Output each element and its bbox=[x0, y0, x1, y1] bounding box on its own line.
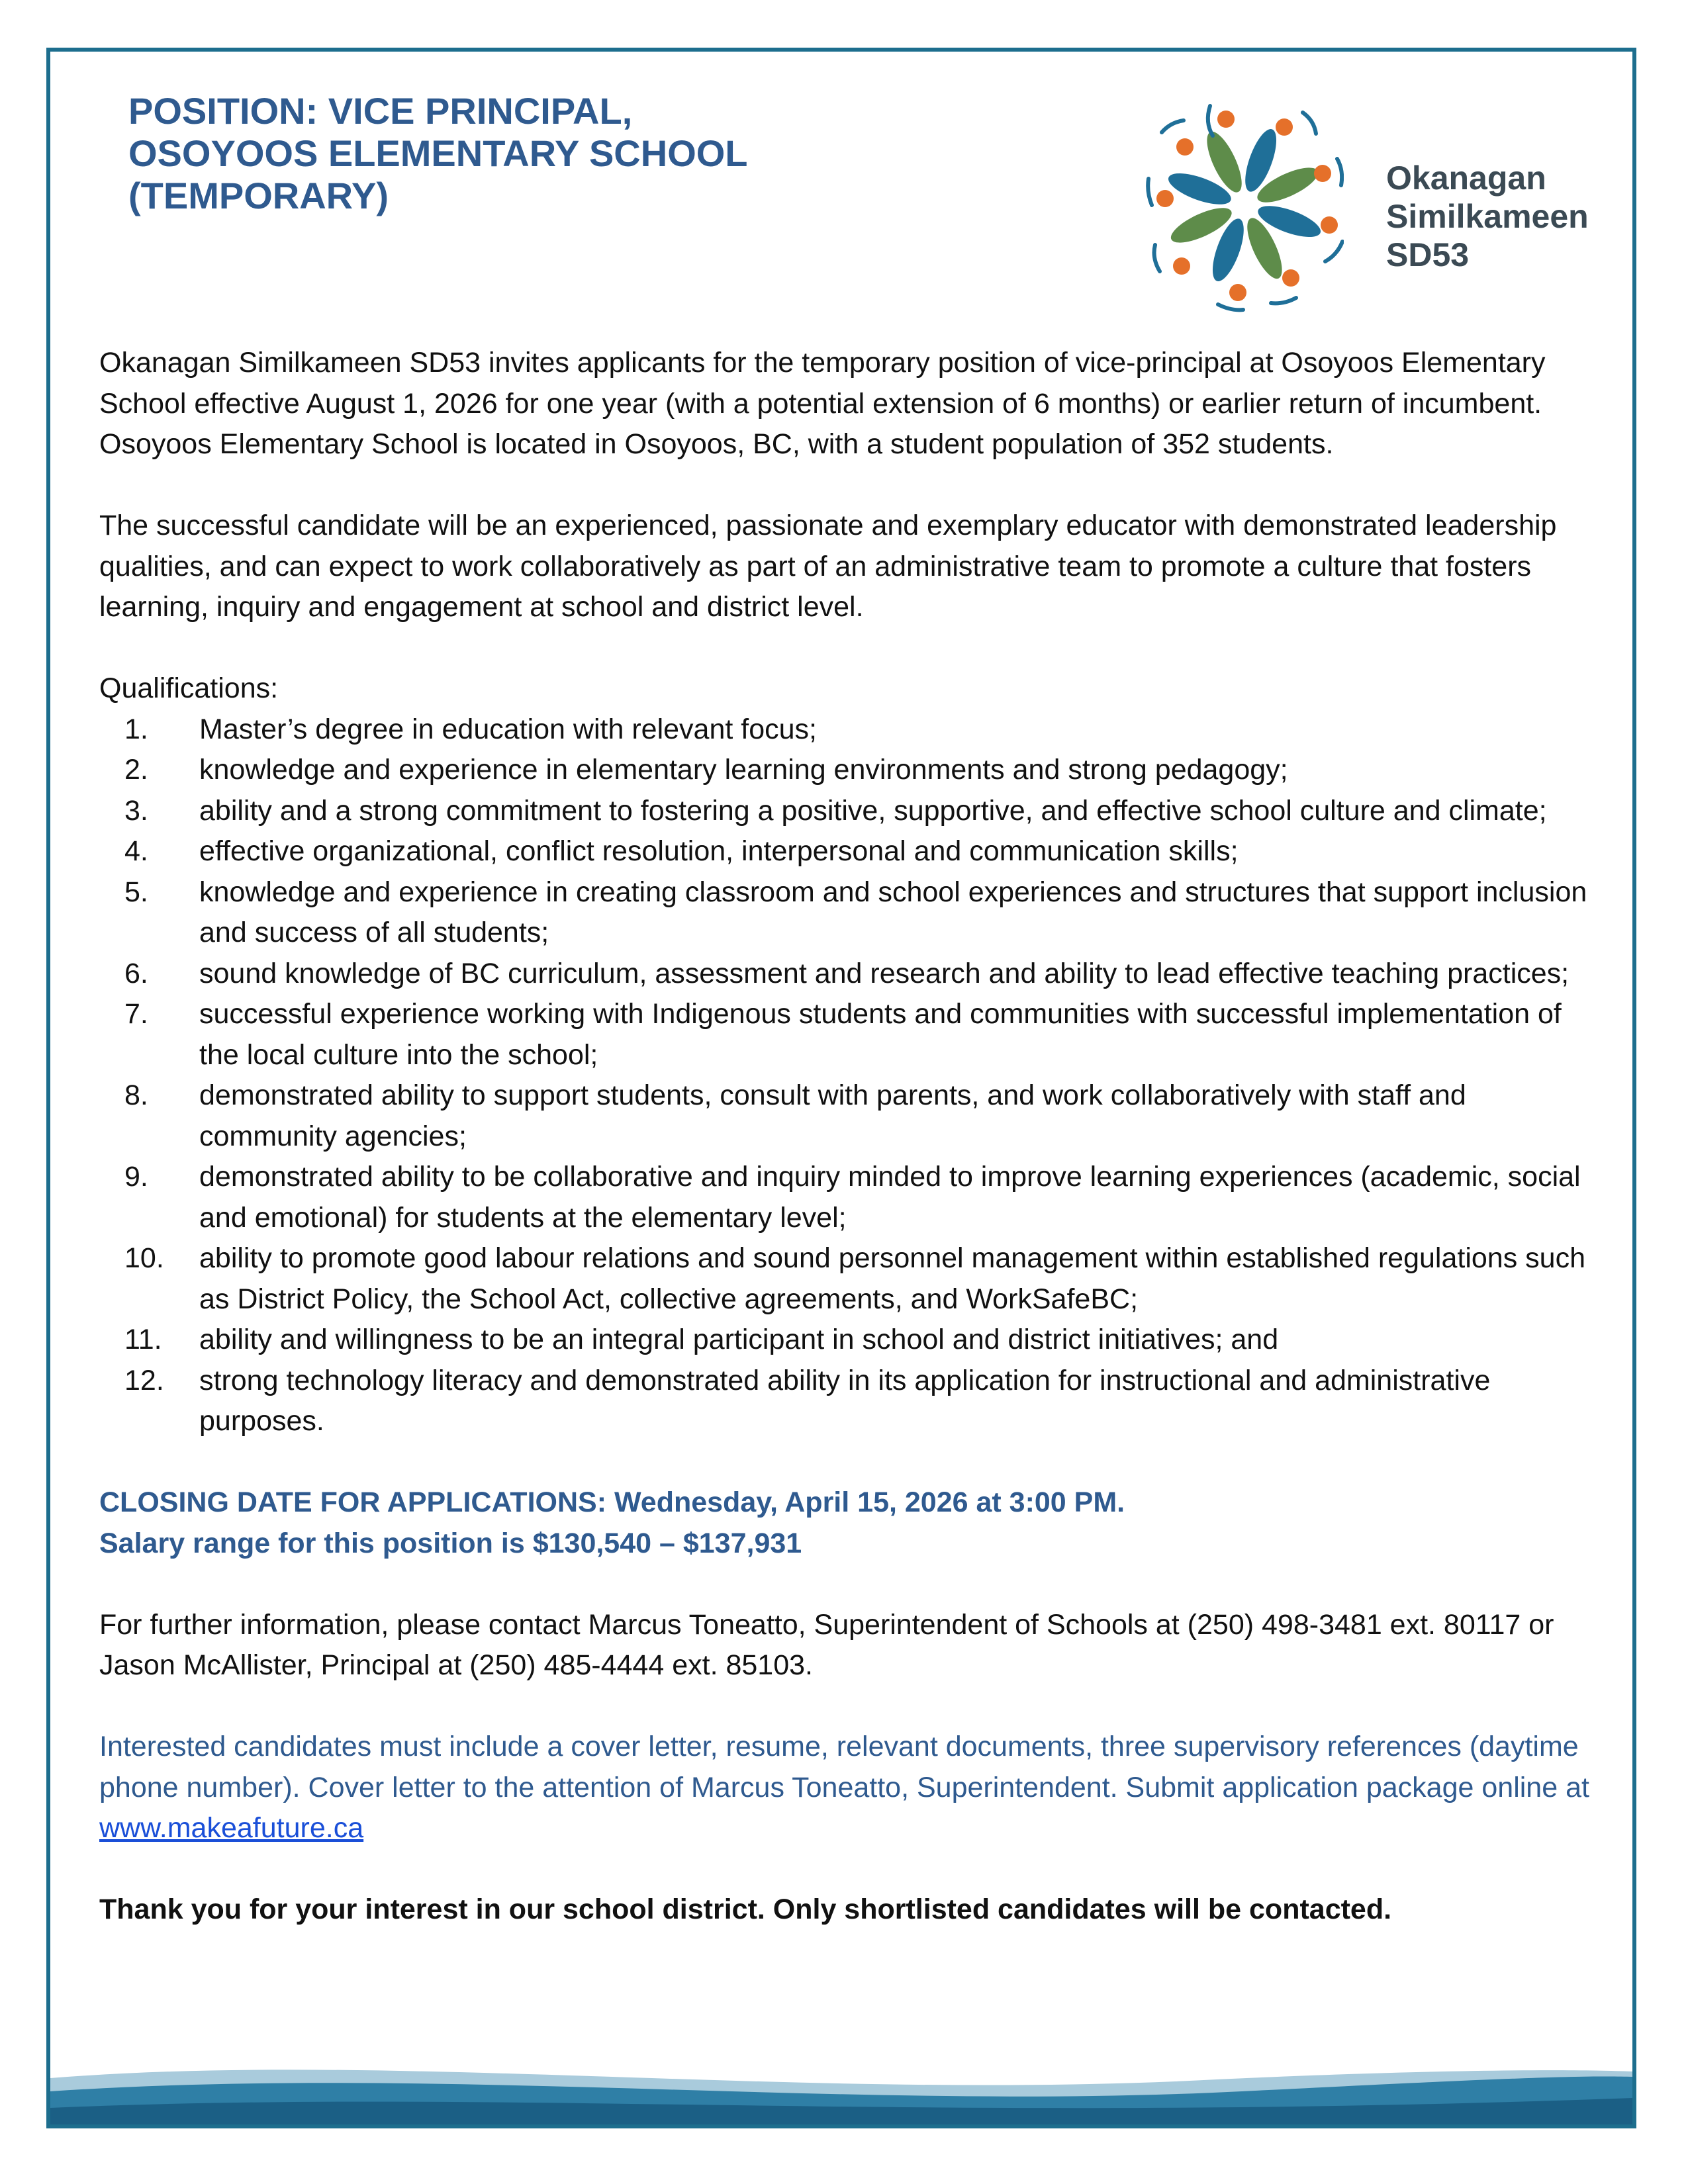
list-item: 3. ability and a strong commitment to fostering a positive, supportive, and effective school culture and climate; bbox=[124, 794, 1547, 827]
list-item: 7. successful experience working with Indigenous students and communities with successful implementation of the local culture into the school; bbox=[124, 998, 1562, 1071]
district-logo-flower-icon bbox=[1145, 96, 1344, 314]
title-line-2: OSOYOOS ELEMENTARY SCHOOL bbox=[128, 132, 748, 174]
list-item: 12. strong technology literacy and demonstrated ability in its application for instructional and administrative purposes. bbox=[124, 1364, 1491, 1437]
list-item: 5. knowledge and experience in creating classroom and school experiences and structures that support inclusion and success of all students; bbox=[124, 876, 1587, 948]
logo-text-line-2: Similkameen bbox=[1386, 198, 1589, 235]
application-text: Interested candidates must include a cover letter, resume, relevant documents, three supervisory references (daytime phone number). Cover letter to the attention of Marcus Toneatto, Superintendent. Submit application package online at bbox=[99, 1731, 1589, 1803]
posting-body bbox=[99, 343, 1595, 1931]
application-paragraph bbox=[99, 1727, 1595, 1849]
closing-date: CLOSING DATE FOR APPLICATIONS: Wednesday, April 15, 2026 at 3:00 PM. bbox=[99, 1486, 1125, 1518]
contact-paragraph: For further information, please contact Marcus Toneatto, Superintendent of Schools at (250) 498-3481 ext. 80117 or Jason McAllister, Principal at (250) 485-4444 ext. 85103. bbox=[99, 1608, 1554, 1681]
application-link[interactable]: www.makeafuture.ca bbox=[99, 1812, 364, 1844]
list-item: 10. ability to promote good labour relations and sound personnel management within established regulations such as District Policy, the School Act, collective agreements, and WorkSafeBC; bbox=[124, 1242, 1585, 1315]
logo-text-line-3: SD53 bbox=[1386, 236, 1470, 273]
list-item: 9. demonstrated ability to be collaborative and inquiry minded to improve learning experiences (academic, social and emotional) for students at the elementary level; bbox=[124, 1161, 1581, 1234]
footer-wave bbox=[50, 2052, 1632, 2124]
list-item: 6. sound knowledge of BC curriculum, assessment and research and ability to lead effective teaching practices; bbox=[124, 957, 1570, 989]
intro-paragraph: Okanagan Similkameen SD53 invites applicants for the temporary position of vice-principal at Osoyoos Elementary School effective August 1, 2026 for one year (with a potential extension of 6 months) or earlier return of incumbent. Osoyoos Elementary School is located in Osoyoos, BC, with a student population of 352 students. bbox=[99, 347, 1546, 460]
page-title bbox=[128, 90, 748, 217]
thank-you-note: Thank you for your interest in our school district. Only shortlisted candidates will be contacted. bbox=[99, 1893, 1392, 1925]
district-name-wordmark bbox=[1386, 159, 1589, 274]
list-item: 8. demonstrated ability to support students, consult with parents, and work collaboratively with staff and community agencies; bbox=[124, 1079, 1466, 1152]
list-item: 2. knowledge and experience in elementary learning environments and strong pedagogy; bbox=[124, 754, 1288, 786]
logo-text-line-1: Okanagan bbox=[1386, 159, 1546, 197]
salary-range: Salary range for this position is $130,540 – $137,931 bbox=[99, 1527, 802, 1559]
logo-berries bbox=[1156, 111, 1338, 301]
list-item: 1. Master’s degree in education with relevant focus; bbox=[124, 713, 817, 745]
qualifications-heading: Qualifications: bbox=[99, 672, 279, 704]
candidate-paragraph: The successful candidate will be an experienced, passionate and exemplary educator with demonstrated leadership qualities, and can expect to work collaboratively as part of an administrative team to promote a culture that fosters learning, inquiry and engagement at school and district level. bbox=[99, 510, 1557, 623]
list-item: 4. effective organizational, conflict resolution, interpersonal and communication skills; bbox=[124, 835, 1239, 867]
logo-arcs bbox=[1148, 106, 1342, 310]
title-line-3: (TEMPORARY) bbox=[128, 175, 389, 216]
qualifications-list bbox=[99, 709, 1595, 1442]
list-item: 11. ability and willingness to be an integral participant in school and district initiatives; and bbox=[124, 1324, 1279, 1355]
title-line-1: POSITION: VICE PRINCIPAL, bbox=[128, 90, 633, 132]
